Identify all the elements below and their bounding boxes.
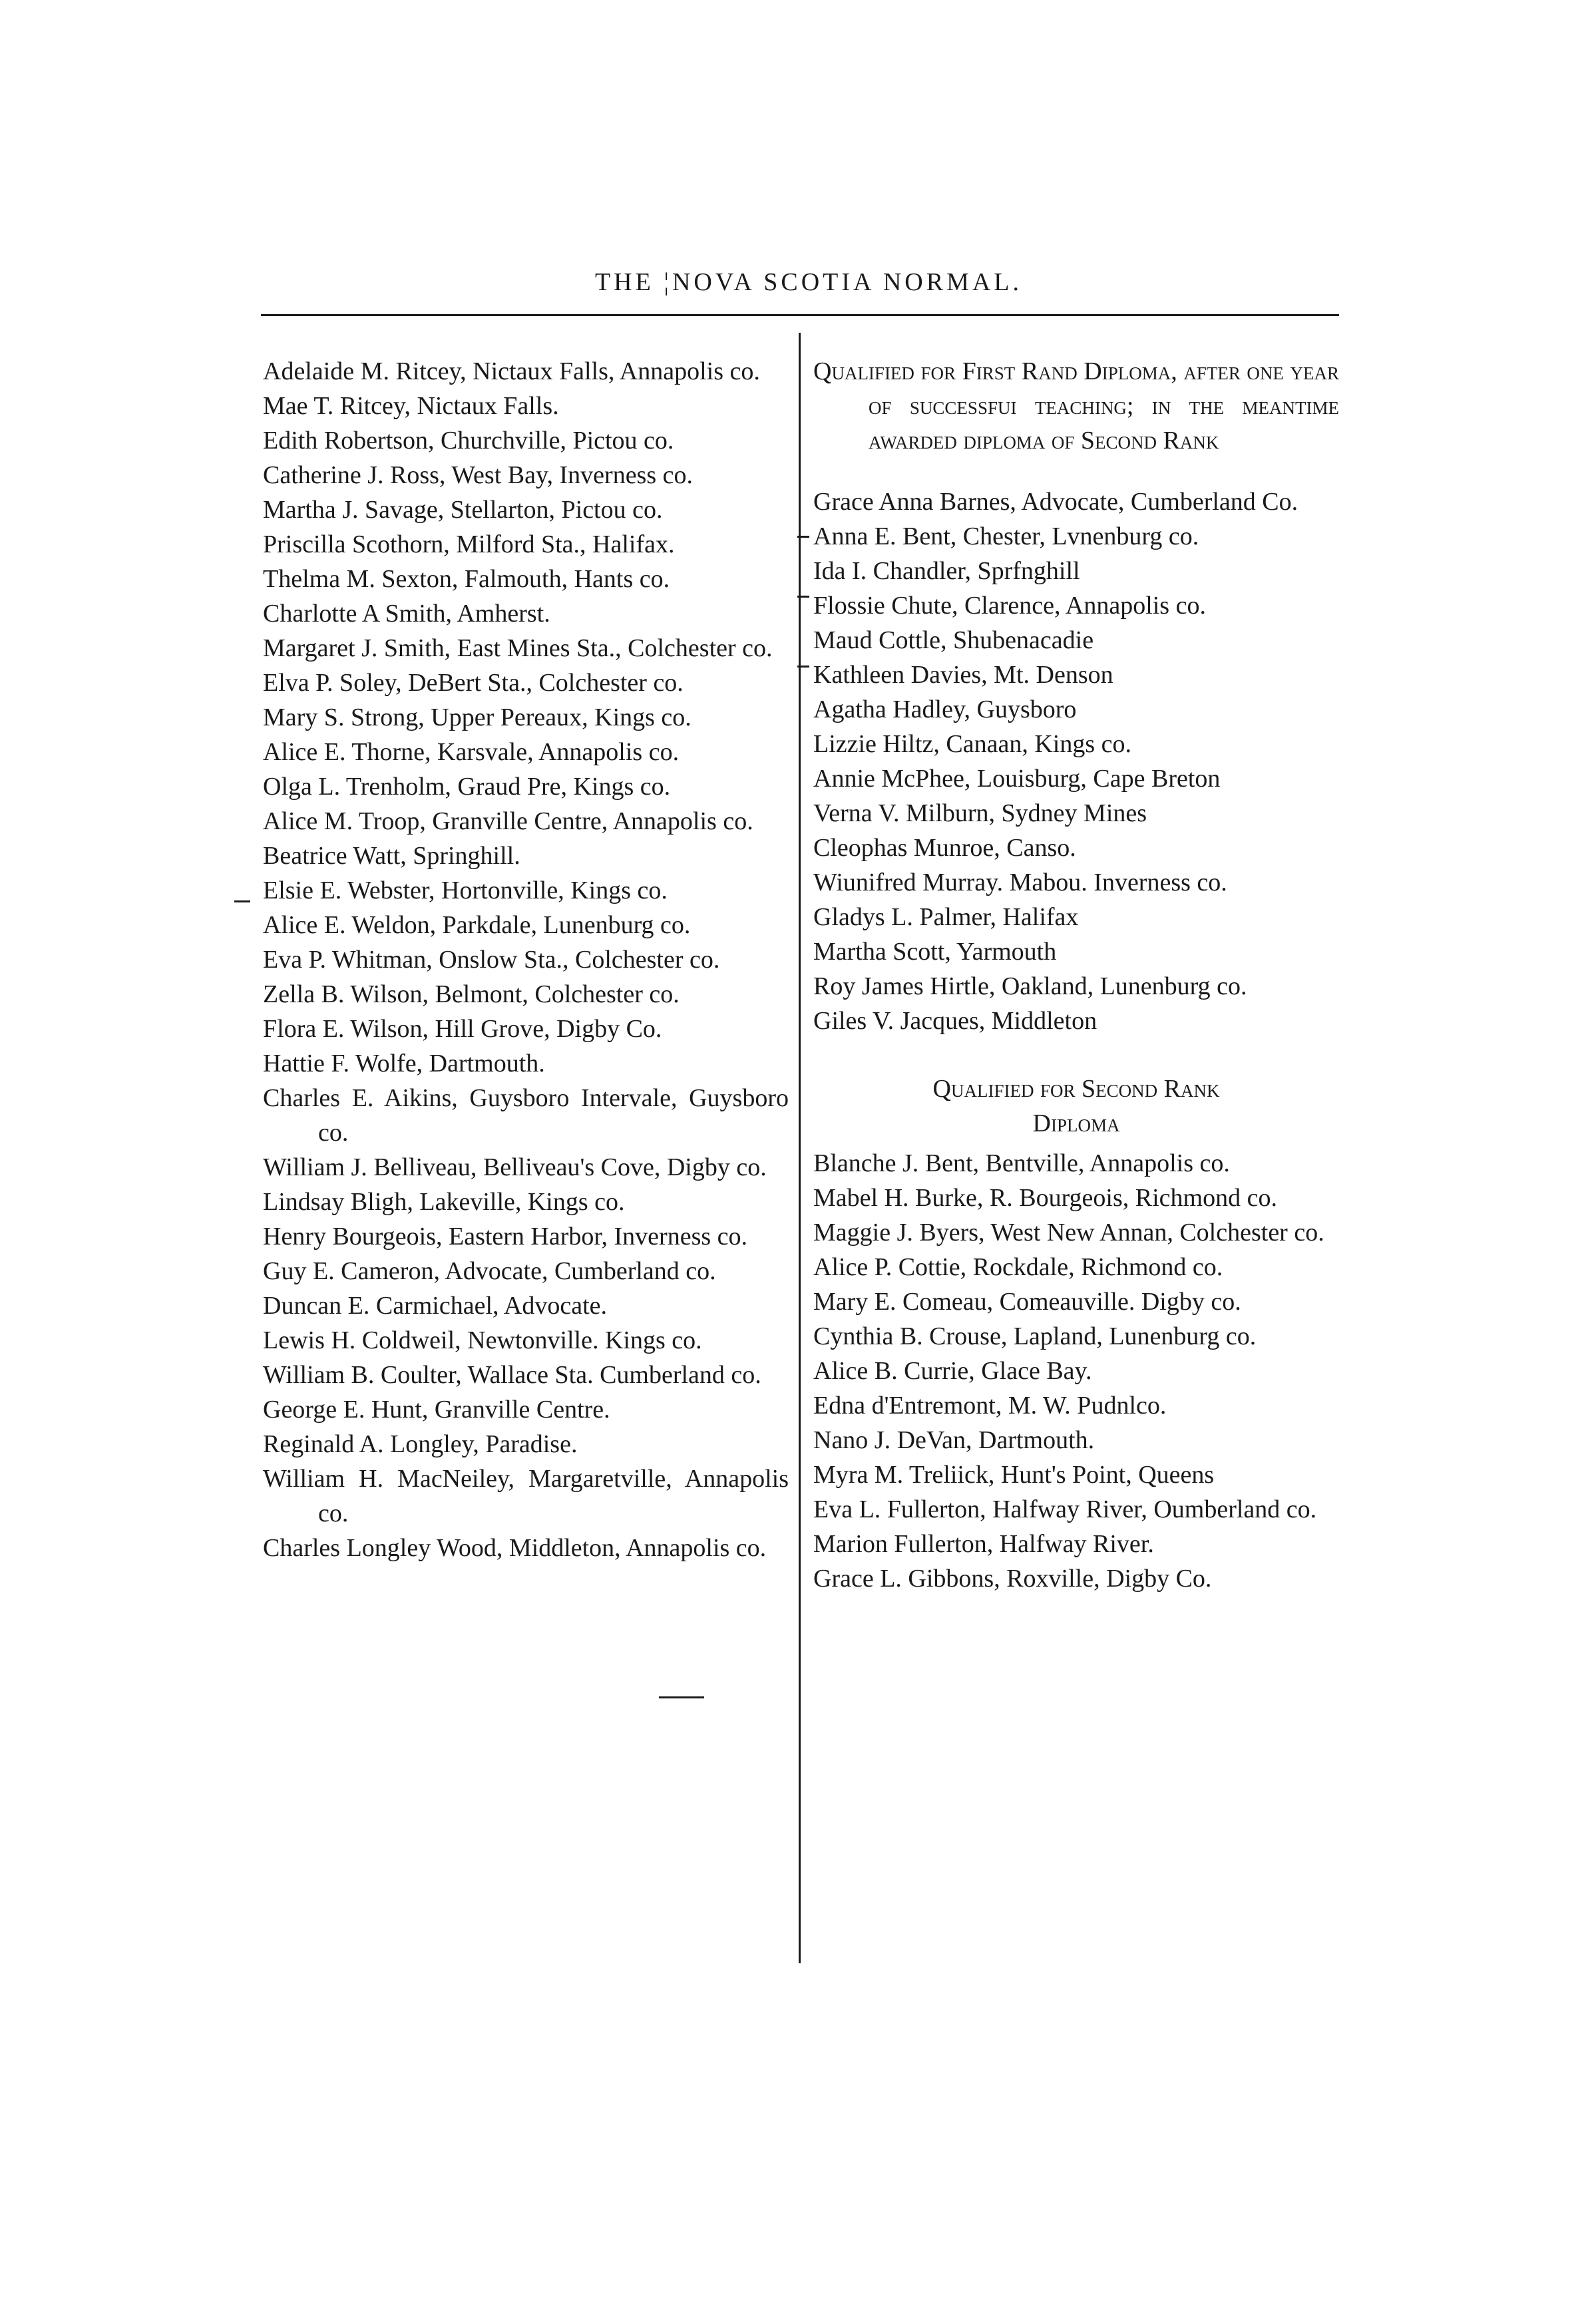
left-column — [263, 354, 789, 1565]
list-item: Reginald A. Longley, Paradise. — [263, 1430, 578, 1458]
margin-dash-mark — [234, 900, 250, 902]
list-item: Elva P. Soley, DeBert Sta., Colchester co. — [263, 669, 684, 697]
list-item: Giles V. Jacques, Middleton — [813, 1007, 1097, 1035]
section-heading-line: Diploma — [1032, 1109, 1120, 1137]
list-item: Grace Anna Barnes, Advocate, Cumberland Co. — [813, 488, 1298, 516]
section-heading-second-rank — [813, 1071, 1339, 1141]
list-item: Duncan E. Carmichael, Advocate. — [263, 1292, 608, 1320]
list-item: Margaret J. Smith, East Mines Sta., Colchester co. — [263, 634, 773, 662]
margin-tick-mark — [797, 666, 809, 668]
list-item: Alice M. Troop, Granville Centre, Annapolis co. — [263, 807, 753, 835]
right-column — [813, 354, 1339, 1596]
list-item: William B. Coulter, Wallace Sta. Cumberland co. — [263, 1361, 761, 1389]
list-item: Myra M. Treliick, Hunt's Point, Queens — [813, 1461, 1215, 1489]
list-item: Agatha Hadley, Guysboro — [813, 695, 1077, 723]
header-rule — [261, 314, 1339, 316]
list-item: Mary S. Strong, Upper Pereaux, Kings co. — [263, 703, 692, 731]
list-item: Olga L. Trenholm, Graud Pre, Kings co. — [263, 773, 671, 801]
list-item: Priscilla Scothorn, Milford Sta., Halifax. — [263, 530, 675, 558]
list-item: Roy James Hirtle, Oakland, Lunenburg co. — [813, 972, 1247, 1000]
list-item: Gladys L. Palmer, Halifax — [813, 903, 1079, 931]
list-item: Eva L. Fullerton, Halfway River, Oumberland co. — [813, 1495, 1317, 1523]
list-item: Adelaide M. Ritcey, Nictaux Falls, Annapolis co. — [263, 357, 760, 385]
section-heading-first-rank: Qualified for First Rand Diploma, after one year of successfui teaching; in the meantime awarded diploma of Second Rank — [813, 357, 1339, 455]
list-item: Kathleen Davies, Mt. Denson — [813, 661, 1113, 689]
list-item: Marion Fullerton, Halfway River. — [813, 1530, 1154, 1558]
list-item: Edith Robertson, Churchville, Pictou co. — [263, 427, 674, 455]
margin-tick-mark — [797, 536, 809, 538]
list-item: Beatrice Watt, Springhill. — [263, 842, 520, 870]
list-item: Eva P. Whitman, Onslow Sta., Colchester co. — [263, 946, 720, 974]
list-item: Grace L. Gibbons, Roxville, Digby Co. — [813, 1565, 1212, 1593]
list-item: Wiunifred Murray. Mabou. Inverness co. — [813, 869, 1227, 896]
list-item: Charlotte A Smith, Amherst. — [263, 600, 550, 628]
list-item: William H. MacNeiley, Margaretville, Annapolis co. — [263, 1465, 789, 1527]
list-item: Verna V. Milburn, Sydney Mines — [813, 799, 1147, 827]
list-item: Blanche J. Bent, Bentville, Annapolis co. — [813, 1149, 1230, 1177]
list-item: Annie McPhee, Louisburg, Cape Breton — [813, 765, 1221, 793]
list-item: Mae T. Ritcey, Nictaux Falls. — [263, 392, 559, 420]
page-title: THE ¦NOVA SCOTIA NORMAL. — [594, 268, 1023, 296]
list-item: Martha Scott, Yarmouth — [813, 938, 1057, 966]
list-item: Henry Bourgeois, Eastern Harbor, Inverness co. — [263, 1223, 748, 1251]
column-divider — [799, 333, 801, 1963]
list-item: George E. Hunt, Granville Centre. — [263, 1396, 610, 1424]
list-item: Nano J. DeVan, Dartmouth. — [813, 1426, 1095, 1454]
list-item: Anna E. Bent, Chester, Lvnenburg co. — [813, 522, 1199, 550]
list-item: Alice P. Cottie, Rockdale, Richmond co. — [813, 1253, 1223, 1281]
list-item: Ida I. Chandler, Sprfnghill — [813, 557, 1080, 585]
list-item: Guy E. Cameron, Advocate, Cumberland co. — [263, 1257, 716, 1285]
list-item: Zella B. Wilson, Belmont, Colchester co. — [263, 980, 680, 1008]
list-item: Elsie E. Webster, Hortonville, Kings co. — [263, 876, 668, 904]
list-item: Lindsay Bligh, Lakeville, Kings co. — [263, 1188, 625, 1216]
list-item: Mabel H. Burke, R. Bourgeois, Richmond co. — [813, 1184, 1277, 1212]
list-item: Alice E. Thorne, Karsvale, Annapolis co. — [263, 738, 680, 766]
list-item: Edna d'Entremont, M. W. Pudnlco. — [813, 1392, 1167, 1420]
list-item: William J. Belliveau, Belliveau's Cove, Digby co. — [263, 1153, 767, 1181]
list-item: Hattie F. Wolfe, Dartmouth. — [263, 1050, 545, 1077]
list-item: Maggie J. Byers, West New Annan, Colchester co. — [813, 1219, 1324, 1247]
list-item: Thelma M. Sexton, Falmouth, Hants co. — [263, 565, 670, 593]
section-heading-line: Qualified for Second Rank — [932, 1075, 1220, 1103]
list-item: Charles Longley Wood, Middleton, Annapolis co. — [263, 1534, 767, 1562]
list-item: Mary E. Comeau, Comeauville. Digby co. — [813, 1288, 1241, 1316]
short-rule-mark — [659, 1696, 704, 1698]
list-item: Alice E. Weldon, Parkdale, Lunenburg co. — [263, 911, 691, 939]
list-item: Cleophas Munroe, Canso. — [813, 834, 1076, 862]
margin-tick-mark — [797, 596, 809, 598]
list-item: Martha J. Savage, Stellarton, Pictou co. — [263, 496, 663, 524]
list-item: Catherine J. Ross, West Bay, Inverness co. — [263, 461, 693, 489]
list-item: Lizzie Hiltz, Canaan, Kings co. — [813, 730, 1132, 758]
list-item: Lewis H. Coldweil, Newtonville. Kings co. — [263, 1326, 702, 1354]
list-item: Charles E. Aikins, Guysboro Intervale, Guysboro co. — [263, 1084, 789, 1147]
list-item: Alice B. Currie, Glace Bay. — [813, 1357, 1092, 1385]
list-item: Flora E. Wilson, Hill Grove, Digby Co. — [263, 1015, 662, 1043]
list-item: Maud Cottle, Shubenacadie — [813, 626, 1094, 654]
list-item: Cynthia B. Crouse, Lapland, Lunenburg co. — [813, 1322, 1257, 1350]
list-item: Flossie Chute, Clarence, Annapolis co. — [813, 592, 1206, 620]
